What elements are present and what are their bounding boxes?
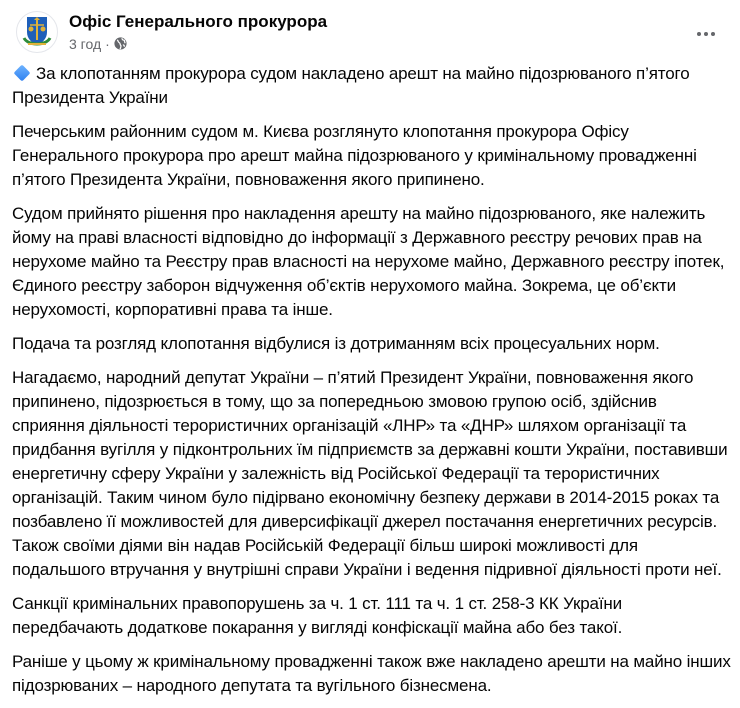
post-paragraph: Санкції кримінальних правопорушень за ч. 1 ст. 111 та ч. 1 ст. 258-3 КК України передбачають додаткове покарання у вигляді конфіскації майна або без такої. (12, 594, 623, 637)
prosecutor-emblem-icon (20, 14, 54, 50)
post-title-text: За клопотанням прокурора судом накладено арешт на майно підозрюваного п’ятого Президента України (12, 64, 690, 107)
post-paragraph: Подача та розгляд клопотання відбулися із дотриманням всіх процесуальних норм. (12, 334, 660, 353)
globe-icon[interactable] (114, 37, 127, 50)
more-options-button[interactable] (688, 22, 724, 46)
post-paragraph: Печерським районним судом м. Києва розглянуто клопотання прокурора Офісу Генерального прокурора про арешт майна підозрюваного у кримінальному провадженні п’ятого Президента України, повноваження якого припинено. (12, 122, 697, 189)
post-paragraph: Судом прийнято рішення про накладення арешту на майно підозрюваного, яке належить йому на праві власності відповідно до інформації з Державного реєстру речових прав на нерухоме майно та Реєстру прав власності на нерухоме майно, Державного реєстру іпотек, Єдиного реєстру заборон відчуження об’єктів нерухомого майна. Зокрема, це об’єкти нерухомості, корпоративні права та інше. (12, 204, 725, 319)
more-horizontal-icon (697, 32, 701, 36)
post-paragraph: Нагадаємо, народний депутат України – п’ятий Президент України, повноваження якого припинено, підозрюється в тому, що за попередньою змовою групою осіб, здійснив сприяння діяльності терористичних організацій «ЛНР» та «ДНР» шляхом організації та придбання вугілля у підконтрольних їм підприємств за державні кошти України, поставивши енергетичну сферу України у залежність від Російської Федерації та терористичних організацій. Таким чином було підірвано економічну безпеку держави в 2014-2015 роках та позбавлено її можливостей для диверсифікації джерел постачання енергетичних ресурсів. Також своїми діями він надав Російській Федерації більш широкі можливості для подальшого втручання у внутрішні справи України і ведення підривної діяльності проти неї. (12, 368, 728, 579)
post-body (12, 62, 732, 708)
post-title (12, 62, 732, 110)
more-horizontal-icon (711, 32, 715, 36)
post-header (16, 6, 740, 58)
separator-dot: · (105, 35, 110, 52)
blue-diamond-icon (14, 65, 31, 82)
page-avatar[interactable] (16, 11, 58, 53)
more-horizontal-icon (704, 32, 708, 36)
post-timestamp[interactable]: 3 год (69, 35, 102, 52)
page-name-link[interactable]: Офіс Генерального прокурора (69, 11, 328, 31)
post-subtitle (69, 34, 327, 54)
post-meta (69, 11, 327, 54)
post-paragraph: Раніше у цьому ж кримінальному провадженні також вже накладено арешти на майно інших підозрюваних – народного депутата та вугільного бізнесмена. (12, 652, 731, 695)
